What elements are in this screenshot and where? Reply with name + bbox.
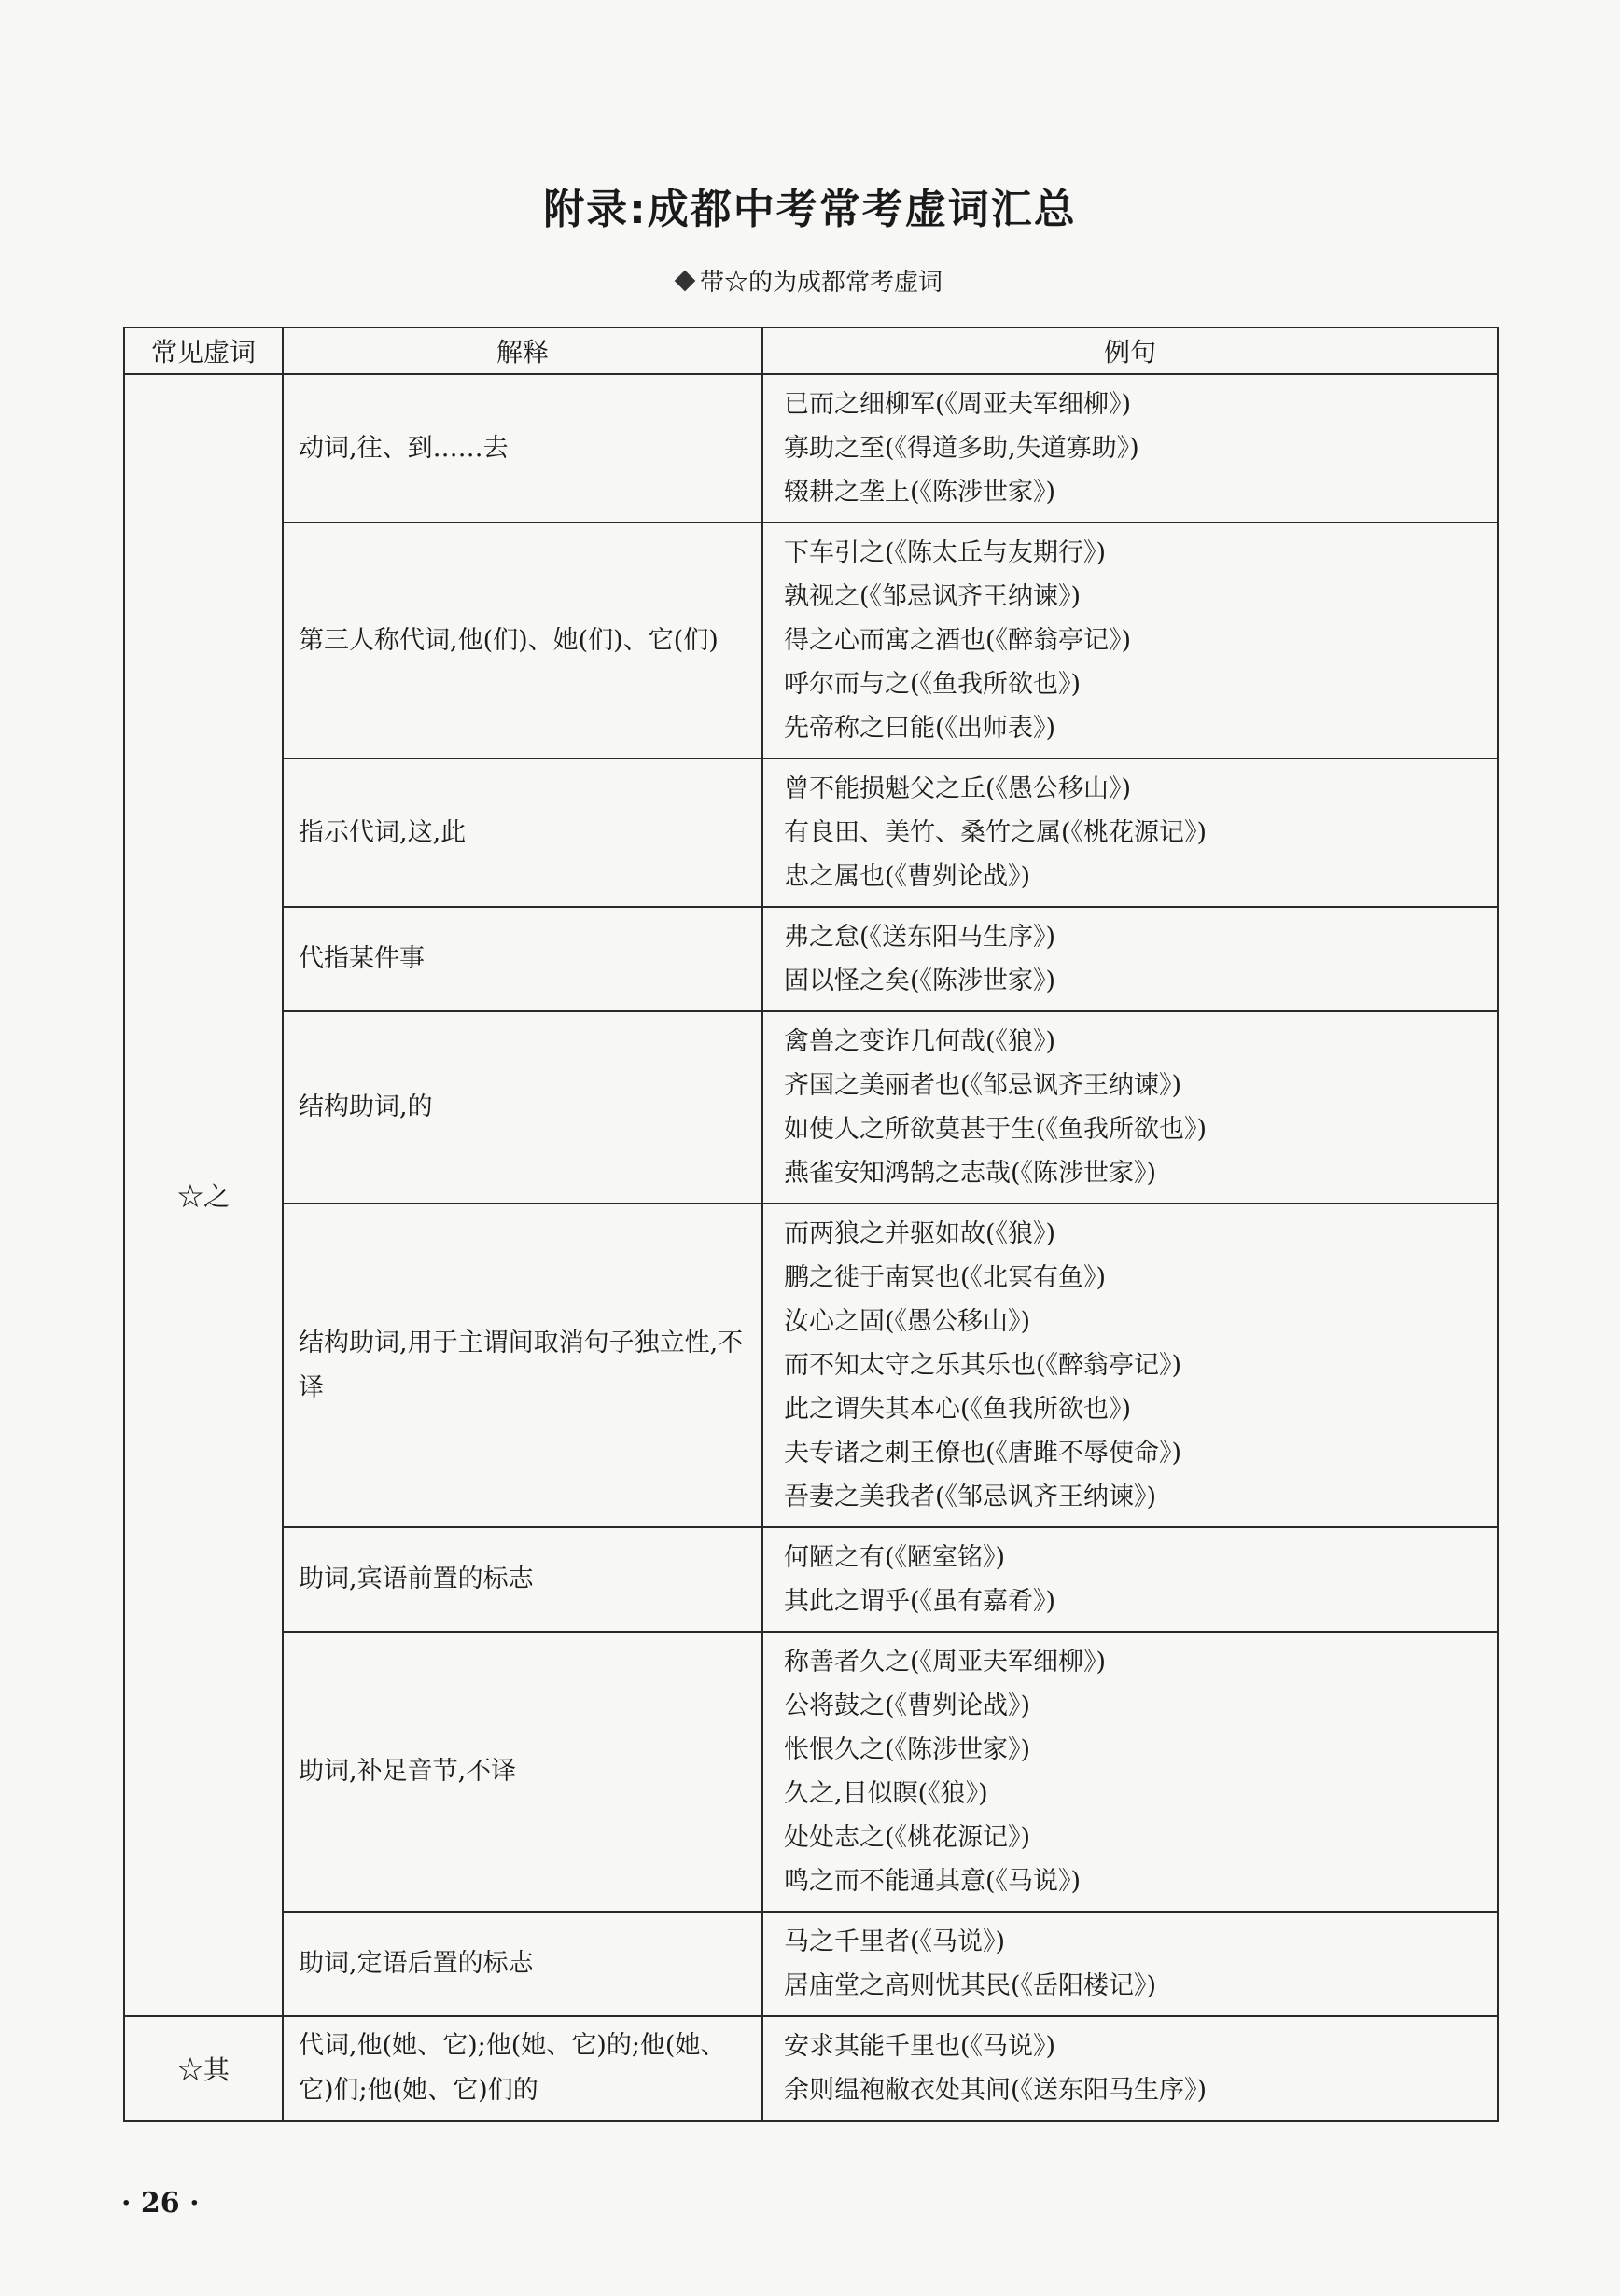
meaning-cell: 代指某件事 (283, 907, 762, 1011)
table-body (124, 374, 1498, 2121)
example-sentence: 齐国之美丽者也(《邹忌讽齐王纳谏》) (784, 1071, 1182, 1100)
table-row (124, 907, 1498, 1011)
table-row (124, 522, 1498, 758)
word-cell: ☆之 (124, 374, 283, 2016)
header-examples: 例句 (762, 327, 1498, 374)
diamond-icon (675, 271, 696, 292)
example-sentence: 吾妻之美我者(《邹忌讽齐王纳谏》) (784, 1482, 1157, 1511)
example-sentence: 汝心之固(《愚公移山》) (784, 1307, 1031, 1336)
example-sentence: 马之千里者(《马说》) (784, 1927, 1006, 1956)
word-cell: ☆其 (124, 2016, 283, 2121)
meaning-cell: 动词,往、到……去 (283, 374, 762, 522)
example-sentence: 已而之细柳军(《周亚夫军细柳》) (784, 390, 1132, 419)
meaning-cell: 指示代词,这,此 (283, 758, 762, 907)
example-sentence: 弗之怠(《送东阳马生序》) (784, 923, 1056, 952)
examples-cell (762, 374, 1498, 522)
meaning-cell: 第三人称代词,他(们)、她(们)、它(们) (283, 522, 762, 758)
page-title: 附录:成都中考常考虚词汇总 (543, 186, 1077, 233)
meaning-cell: 助词,定语后置的标志 (283, 1912, 762, 2016)
examples-cell (762, 758, 1498, 907)
example-sentence: 固以怪之矣(《陈涉世家》) (784, 967, 1056, 995)
table-row (124, 2016, 1498, 2121)
example-sentence: 公将鼓之(《曹刿论战》) (784, 1691, 1031, 1720)
example-sentence: 而不知太守之乐其乐也(《醉翁亭记》) (784, 1351, 1182, 1380)
table-row (124, 1632, 1498, 1912)
example-sentence: 燕雀安知鸿鹄之志哉(《陈涉世家》) (784, 1159, 1157, 1188)
example-sentence: 曾不能损魁父之丘(《愚公移山》) (784, 774, 1132, 803)
table-row (124, 1527, 1498, 1632)
examples-cell (762, 522, 1498, 758)
example-sentence: 而两狼之并驱如故(《狼》) (784, 1219, 1056, 1248)
examples-cell (762, 1912, 1498, 2016)
example-sentence: 久之,目似瞑(《狼》) (784, 1779, 988, 1808)
example-sentence: 鹏之徙于南冥也(《北冥有鱼》) (784, 1263, 1107, 1292)
examples-cell (762, 907, 1498, 1011)
example-sentence: 孰视之(《邹忌讽齐王纳谏》) (784, 582, 1082, 611)
header-meaning: 解释 (283, 327, 762, 374)
meaning-cell: 助词,补足音节,不译 (283, 1632, 762, 1912)
examples-cell (762, 1527, 1498, 1632)
example-sentence: 处处志之(《桃花源记》) (784, 1823, 1031, 1852)
subtitle-text: 带☆的为成都常考虚词 (699, 269, 943, 297)
example-sentence: 寡助之至(《得道多助,失道寡助》) (784, 434, 1139, 463)
example-sentence: 禽兽之变诈几何哉(《狼》) (784, 1027, 1056, 1056)
example-sentence: 怅恨久之(《陈涉世家》) (784, 1735, 1031, 1764)
table-row (124, 1204, 1498, 1527)
function-words-table (123, 327, 1499, 2122)
example-sentence: 夫专诸之刺王僚也(《唐雎不辱使命》) (784, 1439, 1182, 1468)
example-sentence: 忠之属也(《曹刿论战》) (784, 862, 1031, 891)
example-sentence: 有良田、美竹、桑竹之属(《桃花源记》) (784, 818, 1208, 847)
example-sentence: 下车引之(《陈太丘与友期行》) (784, 538, 1107, 567)
header-word: 常见虚词 (124, 327, 283, 374)
table-row (124, 374, 1498, 522)
example-sentence: 如使人之所欲莫甚于生(《鱼我所欲也》) (784, 1115, 1208, 1144)
example-sentence: 此之谓失其本心(《鱼我所欲也》) (784, 1395, 1132, 1424)
meaning-cell: 代词,他(她、它);他(她、它)的;他(她、它)们;他(她、它)们的 (283, 2016, 762, 2121)
example-sentence: 称善者久之(《周亚夫军细柳》) (784, 1648, 1107, 1677)
example-sentence: 辍耕之垄上(《陈涉世家》) (784, 478, 1056, 507)
table-row (124, 1011, 1498, 1204)
examples-cell (762, 1632, 1498, 1912)
example-sentence: 其此之谓乎(《虽有嘉肴》) (784, 1587, 1056, 1616)
examples-cell (762, 2016, 1498, 2121)
meaning-cell: 结构助词,的 (283, 1011, 762, 1204)
meaning-cell: 结构助词,用于主谓间取消句子独立性,不译 (283, 1204, 762, 1527)
example-sentence: 先帝称之曰能(《出师表》) (784, 714, 1056, 743)
example-sentence: 余则缊袍敝衣处其间(《送东阳马生序》) (784, 2076, 1208, 2105)
table-row (124, 758, 1498, 907)
meaning-cell: 助词,宾语前置的标志 (283, 1527, 762, 1632)
example-sentence: 鸣之而不能通其意(《马说》) (784, 1867, 1082, 1896)
example-sentence: 安求其能千里也(《马说》) (784, 2032, 1056, 2061)
header-row (124, 327, 1498, 374)
example-sentence: 得之心而寓之酒也(《醉翁亭记》) (784, 626, 1132, 655)
example-sentence: 何陋之有(《陋室铭》) (784, 1543, 1006, 1572)
subtitle (0, 263, 1620, 298)
example-sentence: 居庙堂之高则忧其民(《岳阳楼记》) (784, 1971, 1157, 2000)
table-row (124, 1912, 1498, 2016)
examples-cell (762, 1011, 1498, 1204)
page-number: · 26 · (121, 2187, 200, 2219)
example-sentence: 呼尔而与之(《鱼我所欲也》) (784, 670, 1082, 699)
examples-cell (762, 1204, 1498, 1527)
